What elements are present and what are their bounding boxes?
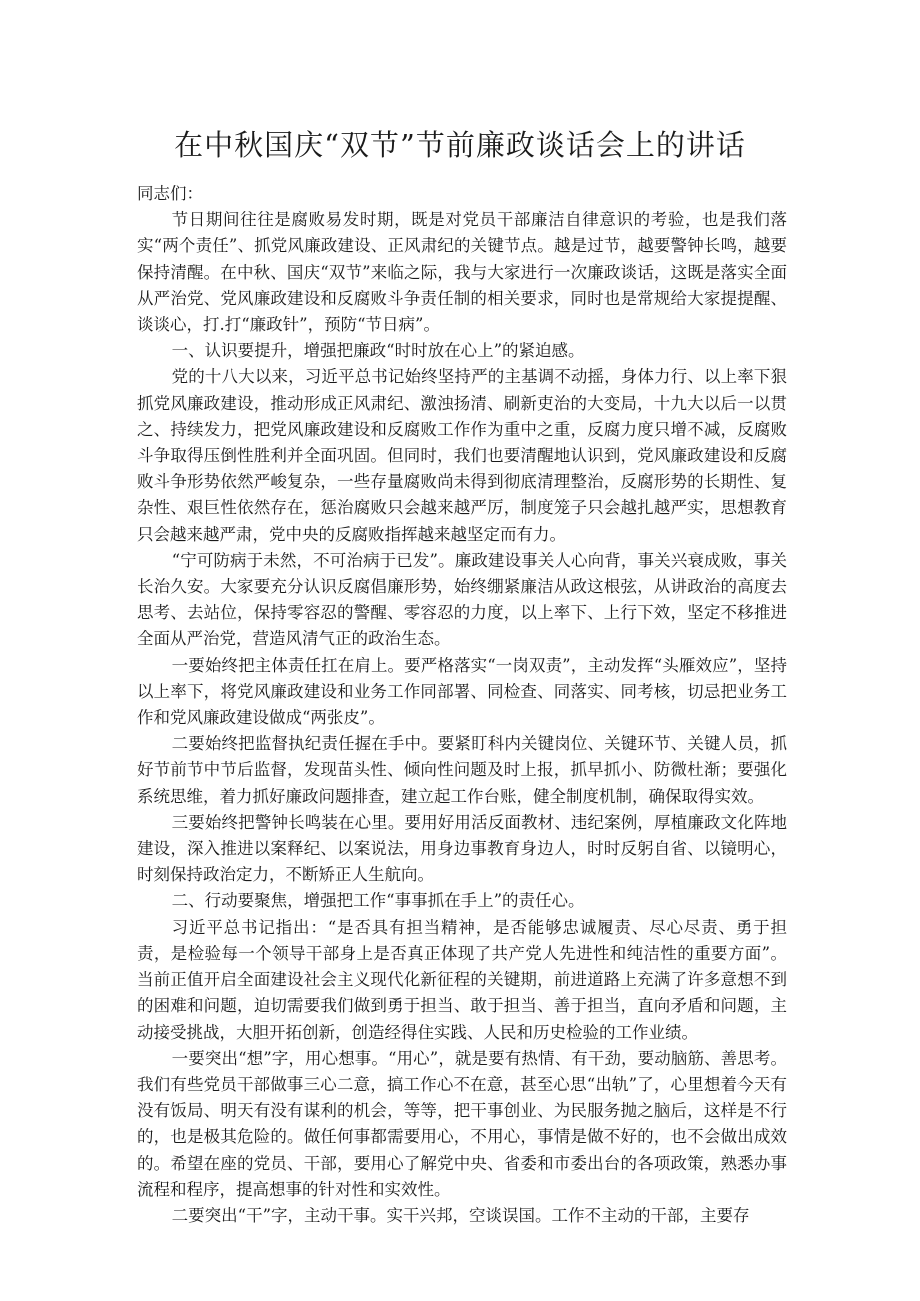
paragraph: 二要突出“干”字，主动干事。实干兴邦，空谈误国。工作不主动的干部，主要存 [171,1205,750,1225]
document-title: 在中秋国庆“双节”节前廉政谈话会上的讲话 [174,128,746,162]
paragraph: 一要突出“想”字，用心想事。“用心”，就是要有热情、有干劲，要动脑筋、善思考。我们有些党员干部做事三心二意，搞工作心不在意，甚至心思“出轨”了，心里想着今天有没有饭局、明天有没有谋利的机会，等等，把干事创业、为民服务抛之脑后，这样是不行的，也是极其危险的。做任何事都需要用心，不用心，事情是做不好的，也不会做出成效的。希望在座的党员、干部，要用心了解党中央、省委和市委出台的各项政策，熟悉办事流程和程序，提高想事的针对性和实效性。 [137,1048,787,1199]
paragraph: 习近平总书记指出：“是否具有担当精神，是否能够忠诚履责、尽心尽责、勇于担责，是检验每一个领导干部身上是否真正体现了共产党人先进性和纯洁性的重要方面”。当前正值开启全面建设社会主义现代化新征程的关键期，前进道路上充满了许多意想不到的困难和问题，迫切需要我们做到勇于担当、敢于担当、善于担当，直向矛盾和问题，主动接受挑战，大胆开拓创新，创造经得住实践、人民和历史检验的工作业绩。 [137,917,787,1042]
paragraph: 党的十八大以来，习近平总书记始终坚持严的主基调不动摇，身体力行、以上率下狠抓党风廉政建设，推动形成正风肃纪、激浊扬清、刷新吏治的大变局，十九大以后一以贯之、持续发力，把党风廉政建设和反腐败工作作为重中之重，反腐力度只增不减，反腐败斗争取得压倒性胜利并全面巩固。但同时，我们也要清醒地认识到，党风廉政建设和反腐败斗争形势依然严峻复杂，一些存量腐败尚未得到彻底清理整治，反腐形势的长期性、复杂性、艰巨性依然存在，惩治腐败只会越来越严厉，制度笼子只会越扎越严实，思想教育只会越来越严肃，党中央的反腐败指挥越来越坚定而有力。 [137,367,787,544]
salutation: 同志们： [137,184,203,203]
section-heading-1: 一、认识要提升，增强把廉政“时时放在心上”的紧迫感。 [171,341,585,361]
paragraph-intro: 节日期间往往是腐败易发时期，既是对党员干部廉洁自律意识的考验，也是我们落实“两个责任”、抓党风廉政建设、正风肃纪的关键节点。越是过节，越要警钟长鸣，越要保持清醒。在中秋、国庆“双节”来临之际，我与大家进行一次廉政谈话，这既是落实全面从严治党、党风廉政建设和反腐败斗争责任制的相关要求，同时也是常规给大家提提醒、谈谈心，打.打“廉政针”，预防“节日病”。 [137,210,787,335]
paragraph: “宁可防病于未然，不可治病于已发”。廉政建设事关人心向背，事关兴衰成败，事关长治久安。大家要充分认识反腐倡廉形势，始终绷紧廉洁从政这根弦，从讲政治的高度去思考、去站位，保持零容忍的警醒、零容忍的力度，以上率下、上行下效，坚定不移推进全面从严治党，营造风清气正的政治生态。 [137,550,787,649]
document-body [137,181,787,1229]
paragraph: 一要始终把主体责任扛在肩上。要严格落实“一岗双责”，主动发挥“头雁效应”，坚持以上率下，将党风廉政建设和业务工作同部署、同检查、同落实、同考核，切忌把业务工作和党风廉政建设做成“两张皮”。 [137,655,787,728]
section-heading-2: 二、行动要聚焦，增强把工作“事事抓在手上”的责任心。 [171,891,585,911]
paragraph: 二要始终把监督执纪责任握在手中。要紧盯科内关键岗位、关键环节、关键人员，抓好节前节中节后监督，发现苗头性、倾向性问题及时上报，抓早抓小、防微杜渐；要强化系统思维，着力抓好廉政问题排查，建立起工作台账，健全制度机制，确保取得实效。 [137,734,787,806]
paragraph: 三要始终把警钟长鸣装在心里。要用好用活反面教材、违纪案例，厚植廉政文化阵地建设，深入推进以案释纪、以案说法，用身边事教育身边人，时时反躬自省、以镜明心，时刻保持政治定力，不断矫正人生航向。 [137,812,787,885]
